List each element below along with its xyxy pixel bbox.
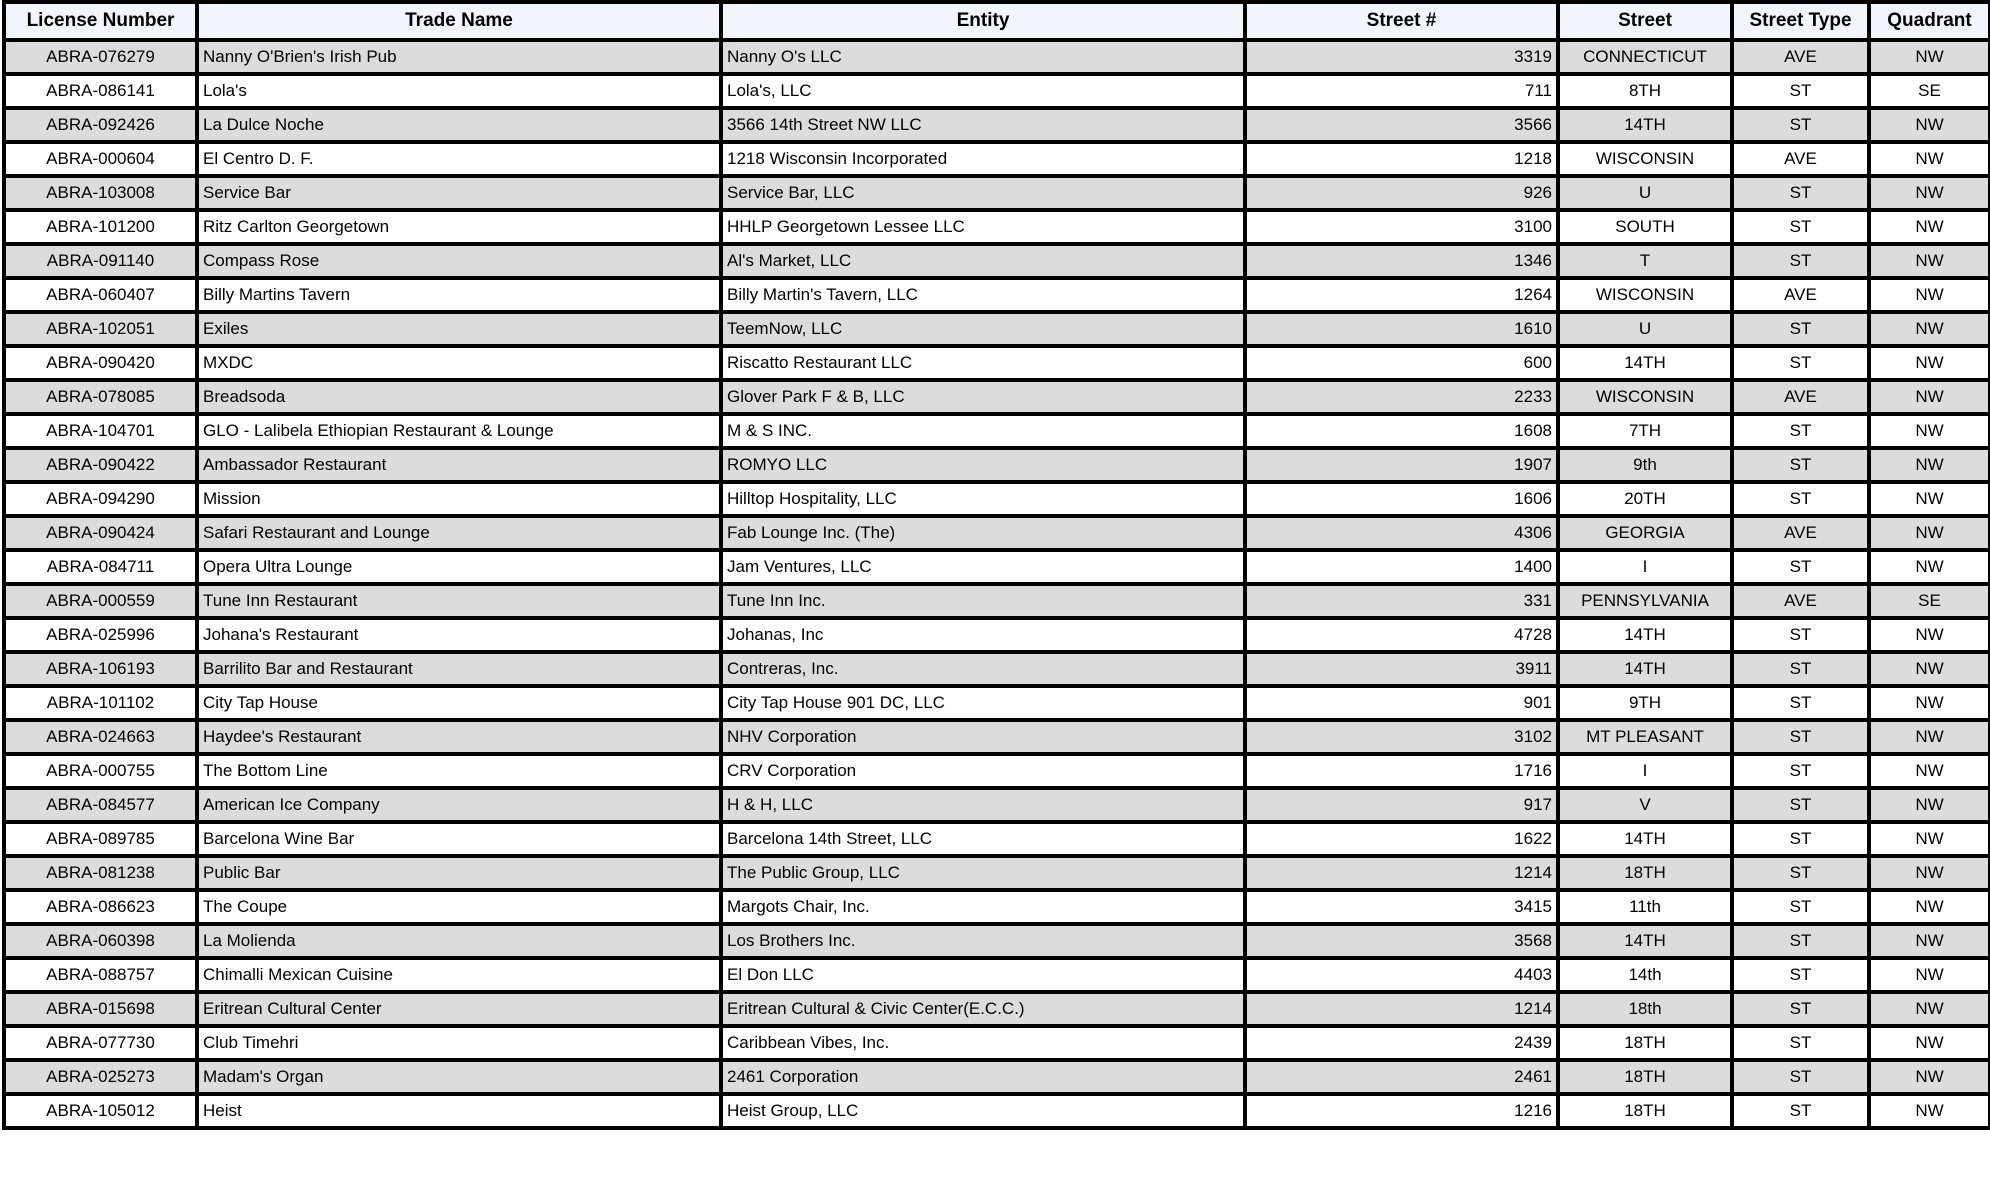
license-number-cell: ABRA-102051: [4, 312, 197, 346]
street-number-cell: 331: [1245, 584, 1558, 618]
entity-cell: El Don LLC: [721, 958, 1245, 992]
trade-name-cell: Nanny O'Brien's Irish Pub: [197, 40, 721, 74]
street-cell: 8TH: [1558, 74, 1732, 108]
street-number-cell: 600: [1245, 346, 1558, 380]
quadrant-cell: NW: [1869, 856, 1990, 890]
quadrant-cell: NW: [1869, 618, 1990, 652]
table-body: [4, 40, 1990, 1128]
street-cell: CONNECTICUT: [1558, 40, 1732, 74]
entity-cell: Heist Group, LLC: [721, 1094, 1245, 1128]
street-type-cell: ST: [1732, 414, 1869, 448]
header-quadrant: Quadrant: [1869, 2, 1990, 40]
street-type-cell: AVE: [1732, 584, 1869, 618]
street-type-cell: ST: [1732, 74, 1869, 108]
trade-name-cell: The Bottom Line: [197, 754, 721, 788]
table-row: [4, 346, 1990, 380]
street-number-cell: 3911: [1245, 652, 1558, 686]
street-number-cell: 1218: [1245, 142, 1558, 176]
header-street: Street: [1558, 2, 1732, 40]
quadrant-cell: NW: [1869, 550, 1990, 584]
street-type-cell: ST: [1732, 1060, 1869, 1094]
quadrant-cell: SE: [1869, 74, 1990, 108]
street-number-cell: 1622: [1245, 822, 1558, 856]
street-type-cell: ST: [1732, 1026, 1869, 1060]
trade-name-cell: Heist: [197, 1094, 721, 1128]
street-cell: WISCONSIN: [1558, 380, 1732, 414]
table-row: [4, 414, 1990, 448]
entity-cell: Eritrean Cultural & Civic Center(E.C.C.): [721, 992, 1245, 1026]
trade-name-cell: Ambassador Restaurant: [197, 448, 721, 482]
trade-name-cell: Barrilito Bar and Restaurant: [197, 652, 721, 686]
table-row: [4, 516, 1990, 550]
table-row: [4, 176, 1990, 210]
license-number-cell: ABRA-090420: [4, 346, 197, 380]
entity-cell: Johanas, Inc: [721, 618, 1245, 652]
table-row: [4, 482, 1990, 516]
trade-name-cell: Billy Martins Tavern: [197, 278, 721, 312]
trade-name-cell: Opera Ultra Lounge: [197, 550, 721, 584]
entity-cell: 3566 14th Street NW LLC: [721, 108, 1245, 142]
table-row: [4, 312, 1990, 346]
license-number-cell: ABRA-088757: [4, 958, 197, 992]
license-number-cell: ABRA-000559: [4, 584, 197, 618]
street-number-cell: 1346: [1245, 244, 1558, 278]
header-entity: Entity: [721, 2, 1245, 40]
street-cell: GEORGIA: [1558, 516, 1732, 550]
street-cell: I: [1558, 754, 1732, 788]
quadrant-cell: NW: [1869, 788, 1990, 822]
street-cell: V: [1558, 788, 1732, 822]
license-number-cell: ABRA-089785: [4, 822, 197, 856]
street-number-cell: 711: [1245, 74, 1558, 108]
trade-name-cell: Lola's: [197, 74, 721, 108]
street-cell: SOUTH: [1558, 210, 1732, 244]
street-type-cell: ST: [1732, 856, 1869, 890]
license-number-cell: ABRA-076279: [4, 40, 197, 74]
street-cell: 14TH: [1558, 108, 1732, 142]
entity-cell: Al's Market, LLC: [721, 244, 1245, 278]
trade-name-cell: Public Bar: [197, 856, 721, 890]
entity-cell: Fab Lounge Inc. (The): [721, 516, 1245, 550]
trade-name-cell: Compass Rose: [197, 244, 721, 278]
table-row: [4, 1094, 1990, 1128]
street-cell: MT PLEASANT: [1558, 720, 1732, 754]
street-number-cell: 3102: [1245, 720, 1558, 754]
license-number-cell: ABRA-090424: [4, 516, 197, 550]
quadrant-cell: NW: [1869, 1060, 1990, 1094]
quadrant-cell: NW: [1869, 414, 1990, 448]
table-row: [4, 210, 1990, 244]
street-cell: 18TH: [1558, 1060, 1732, 1094]
entity-cell: M & S INC.: [721, 414, 1245, 448]
street-cell: 14TH: [1558, 924, 1732, 958]
license-number-cell: ABRA-060407: [4, 278, 197, 312]
street-type-cell: ST: [1732, 312, 1869, 346]
street-cell: 18TH: [1558, 856, 1732, 890]
street-cell: 14TH: [1558, 652, 1732, 686]
street-number-cell: 2461: [1245, 1060, 1558, 1094]
street-type-cell: ST: [1732, 346, 1869, 380]
quadrant-cell: NW: [1869, 992, 1990, 1026]
street-type-cell: ST: [1732, 992, 1869, 1026]
street-type-cell: ST: [1732, 754, 1869, 788]
trade-name-cell: Safari Restaurant and Lounge: [197, 516, 721, 550]
trade-name-cell: Service Bar: [197, 176, 721, 210]
license-number-cell: ABRA-101102: [4, 686, 197, 720]
street-number-cell: 2439: [1245, 1026, 1558, 1060]
table-row: [4, 1026, 1990, 1060]
table-row: [4, 278, 1990, 312]
entity-cell: Caribbean Vibes, Inc.: [721, 1026, 1245, 1060]
street-number-cell: 1264: [1245, 278, 1558, 312]
street-type-cell: ST: [1732, 822, 1869, 856]
street-number-cell: 3566: [1245, 108, 1558, 142]
entity-cell: H & H, LLC: [721, 788, 1245, 822]
entity-cell: HHLP Georgetown Lessee LLC: [721, 210, 1245, 244]
trade-name-cell: Eritrean Cultural Center: [197, 992, 721, 1026]
street-type-cell: AVE: [1732, 516, 1869, 550]
street-cell: U: [1558, 176, 1732, 210]
street-cell: 9th: [1558, 448, 1732, 482]
table-row: [4, 720, 1990, 754]
license-number-cell: ABRA-091140: [4, 244, 197, 278]
quadrant-cell: NW: [1869, 380, 1990, 414]
street-type-cell: ST: [1732, 176, 1869, 210]
street-type-cell: AVE: [1732, 142, 1869, 176]
license-number-cell: ABRA-092426: [4, 108, 197, 142]
table-row: [4, 550, 1990, 584]
street-type-cell: ST: [1732, 1094, 1869, 1128]
header-street-type: Street Type: [1732, 2, 1869, 40]
trade-name-cell: Haydee's Restaurant: [197, 720, 721, 754]
header-street-number: Street #: [1245, 2, 1558, 40]
street-number-cell: 3100: [1245, 210, 1558, 244]
table-row: [4, 142, 1990, 176]
street-cell: T: [1558, 244, 1732, 278]
street-cell: I: [1558, 550, 1732, 584]
street-cell: 11th: [1558, 890, 1732, 924]
license-table: [2, 0, 1990, 1130]
quadrant-cell: NW: [1869, 142, 1990, 176]
header-license-number: License Number: [4, 2, 197, 40]
table-row: [4, 584, 1990, 618]
license-number-cell: ABRA-025273: [4, 1060, 197, 1094]
license-number-cell: ABRA-104701: [4, 414, 197, 448]
street-number-cell: 1606: [1245, 482, 1558, 516]
street-number-cell: 3568: [1245, 924, 1558, 958]
entity-cell: 1218 Wisconsin Incorporated: [721, 142, 1245, 176]
street-type-cell: ST: [1732, 210, 1869, 244]
entity-cell: Contreras, Inc.: [721, 652, 1245, 686]
license-number-cell: ABRA-000755: [4, 754, 197, 788]
quadrant-cell: NW: [1869, 346, 1990, 380]
street-type-cell: ST: [1732, 686, 1869, 720]
entity-cell: Margots Chair, Inc.: [721, 890, 1245, 924]
license-number-cell: ABRA-101200: [4, 210, 197, 244]
quadrant-cell: NW: [1869, 108, 1990, 142]
street-type-cell: AVE: [1732, 380, 1869, 414]
street-type-cell: ST: [1732, 108, 1869, 142]
trade-name-cell: The Coupe: [197, 890, 721, 924]
street-cell: 18TH: [1558, 1026, 1732, 1060]
license-number-cell: ABRA-084577: [4, 788, 197, 822]
license-number-cell: ABRA-103008: [4, 176, 197, 210]
trade-name-cell: Tune Inn Restaurant: [197, 584, 721, 618]
quadrant-cell: NW: [1869, 822, 1990, 856]
entity-cell: The Public Group, LLC: [721, 856, 1245, 890]
table-header: [4, 2, 1990, 40]
quadrant-cell: SE: [1869, 584, 1990, 618]
street-type-cell: ST: [1732, 924, 1869, 958]
entity-cell: City Tap House 901 DC, LLC: [721, 686, 1245, 720]
trade-name-cell: Ritz Carlton Georgetown: [197, 210, 721, 244]
quadrant-cell: NW: [1869, 278, 1990, 312]
header-row: [4, 2, 1990, 40]
entity-cell: Lola's, LLC: [721, 74, 1245, 108]
entity-cell: CRV Corporation: [721, 754, 1245, 788]
entity-cell: ROMYO LLC: [721, 448, 1245, 482]
table-row: [4, 108, 1990, 142]
street-cell: 14th: [1558, 958, 1732, 992]
street-number-cell: 1400: [1245, 550, 1558, 584]
table-row: [4, 924, 1990, 958]
table-row: [4, 992, 1990, 1026]
table-row: [4, 1060, 1990, 1094]
quadrant-cell: NW: [1869, 754, 1990, 788]
street-number-cell: 1716: [1245, 754, 1558, 788]
street-number-cell: 917: [1245, 788, 1558, 822]
street-type-cell: ST: [1732, 482, 1869, 516]
street-type-cell: ST: [1732, 788, 1869, 822]
street-number-cell: 4403: [1245, 958, 1558, 992]
street-cell: 14TH: [1558, 346, 1732, 380]
entity-cell: Hilltop Hospitality, LLC: [721, 482, 1245, 516]
trade-name-cell: Mission: [197, 482, 721, 516]
license-number-cell: ABRA-077730: [4, 1026, 197, 1060]
street-number-cell: 926: [1245, 176, 1558, 210]
entity-cell: 2461 Corporation: [721, 1060, 1245, 1094]
street-cell: 18TH: [1558, 1094, 1732, 1128]
quadrant-cell: NW: [1869, 924, 1990, 958]
street-number-cell: 1907: [1245, 448, 1558, 482]
street-type-cell: ST: [1732, 958, 1869, 992]
street-number-cell: 901: [1245, 686, 1558, 720]
license-number-cell: ABRA-094290: [4, 482, 197, 516]
table-row: [4, 618, 1990, 652]
license-number-cell: ABRA-000604: [4, 142, 197, 176]
quadrant-cell: NW: [1869, 176, 1990, 210]
quadrant-cell: NW: [1869, 516, 1990, 550]
quadrant-cell: NW: [1869, 1094, 1990, 1128]
street-type-cell: ST: [1732, 448, 1869, 482]
quadrant-cell: NW: [1869, 652, 1990, 686]
trade-name-cell: American Ice Company: [197, 788, 721, 822]
quadrant-cell: NW: [1869, 686, 1990, 720]
street-number-cell: 1216: [1245, 1094, 1558, 1128]
street-cell: 20TH: [1558, 482, 1732, 516]
quadrant-cell: NW: [1869, 482, 1990, 516]
trade-name-cell: Breadsoda: [197, 380, 721, 414]
trade-name-cell: La Molienda: [197, 924, 721, 958]
street-cell: 14TH: [1558, 822, 1732, 856]
trade-name-cell: Exiles: [197, 312, 721, 346]
street-type-cell: ST: [1732, 652, 1869, 686]
street-cell: WISCONSIN: [1558, 278, 1732, 312]
street-type-cell: ST: [1732, 618, 1869, 652]
street-number-cell: 1610: [1245, 312, 1558, 346]
table-row: [4, 890, 1990, 924]
entity-cell: Glover Park F & B, LLC: [721, 380, 1245, 414]
license-number-cell: ABRA-106193: [4, 652, 197, 686]
table-row: [4, 856, 1990, 890]
street-cell: 7TH: [1558, 414, 1732, 448]
entity-cell: Barcelona 14th Street, LLC: [721, 822, 1245, 856]
license-number-cell: ABRA-078085: [4, 380, 197, 414]
license-number-cell: ABRA-090422: [4, 448, 197, 482]
quadrant-cell: NW: [1869, 312, 1990, 346]
license-number-cell: ABRA-015698: [4, 992, 197, 1026]
quadrant-cell: NW: [1869, 448, 1990, 482]
header-trade-name: Trade Name: [197, 2, 721, 40]
trade-name-cell: El Centro D. F.: [197, 142, 721, 176]
table-row: [4, 958, 1990, 992]
trade-name-cell: Barcelona Wine Bar: [197, 822, 721, 856]
entity-cell: Los Brothers Inc.: [721, 924, 1245, 958]
entity-cell: Tune Inn Inc.: [721, 584, 1245, 618]
street-type-cell: AVE: [1732, 278, 1869, 312]
table-row: [4, 754, 1990, 788]
license-number-cell: ABRA-084711: [4, 550, 197, 584]
license-number-cell: ABRA-086141: [4, 74, 197, 108]
trade-name-cell: GLO - Lalibela Ethiopian Restaurant & Lounge: [197, 414, 721, 448]
license-number-cell: ABRA-060398: [4, 924, 197, 958]
table-row: [4, 822, 1990, 856]
street-number-cell: 4728: [1245, 618, 1558, 652]
trade-name-cell: Madam's Organ: [197, 1060, 721, 1094]
quadrant-cell: NW: [1869, 958, 1990, 992]
street-number-cell: 3415: [1245, 890, 1558, 924]
street-type-cell: ST: [1732, 890, 1869, 924]
trade-name-cell: City Tap House: [197, 686, 721, 720]
trade-name-cell: MXDC: [197, 346, 721, 380]
street-type-cell: ST: [1732, 550, 1869, 584]
quadrant-cell: NW: [1869, 720, 1990, 754]
license-number-cell: ABRA-024663: [4, 720, 197, 754]
table-row: [4, 448, 1990, 482]
entity-cell: Billy Martin's Tavern, LLC: [721, 278, 1245, 312]
table-row: [4, 652, 1990, 686]
license-number-cell: ABRA-086623: [4, 890, 197, 924]
quadrant-cell: NW: [1869, 244, 1990, 278]
table-row: [4, 244, 1990, 278]
street-cell: 9TH: [1558, 686, 1732, 720]
street-cell: WISCONSIN: [1558, 142, 1732, 176]
table-row: [4, 74, 1990, 108]
entity-cell: TeemNow, LLC: [721, 312, 1245, 346]
street-cell: 18th: [1558, 992, 1732, 1026]
entity-cell: Jam Ventures, LLC: [721, 550, 1245, 584]
quadrant-cell: NW: [1869, 1026, 1990, 1060]
entity-cell: Service Bar, LLC: [721, 176, 1245, 210]
entity-cell: Riscatto Restaurant LLC: [721, 346, 1245, 380]
trade-name-cell: Johana's Restaurant: [197, 618, 721, 652]
trade-name-cell: La Dulce Noche: [197, 108, 721, 142]
entity-cell: Nanny O's LLC: [721, 40, 1245, 74]
quadrant-cell: NW: [1869, 210, 1990, 244]
street-number-cell: 4306: [1245, 516, 1558, 550]
table-row: [4, 788, 1990, 822]
entity-cell: NHV Corporation: [721, 720, 1245, 754]
street-number-cell: 1214: [1245, 856, 1558, 890]
street-cell: U: [1558, 312, 1732, 346]
street-type-cell: ST: [1732, 244, 1869, 278]
street-type-cell: ST: [1732, 720, 1869, 754]
street-number-cell: 3319: [1245, 40, 1558, 74]
trade-name-cell: Chimalli Mexican Cuisine: [197, 958, 721, 992]
quadrant-cell: NW: [1869, 890, 1990, 924]
street-type-cell: AVE: [1732, 40, 1869, 74]
license-number-cell: ABRA-105012: [4, 1094, 197, 1128]
street-number-cell: 1214: [1245, 992, 1558, 1026]
table-row: [4, 380, 1990, 414]
table-row: [4, 40, 1990, 74]
license-number-cell: ABRA-025996: [4, 618, 197, 652]
trade-name-cell: Club Timehri: [197, 1026, 721, 1060]
street-number-cell: 1608: [1245, 414, 1558, 448]
street-number-cell: 2233: [1245, 380, 1558, 414]
quadrant-cell: NW: [1869, 40, 1990, 74]
table-row: [4, 686, 1990, 720]
street-cell: PENNSYLVANIA: [1558, 584, 1732, 618]
street-cell: 14TH: [1558, 618, 1732, 652]
license-number-cell: ABRA-081238: [4, 856, 197, 890]
